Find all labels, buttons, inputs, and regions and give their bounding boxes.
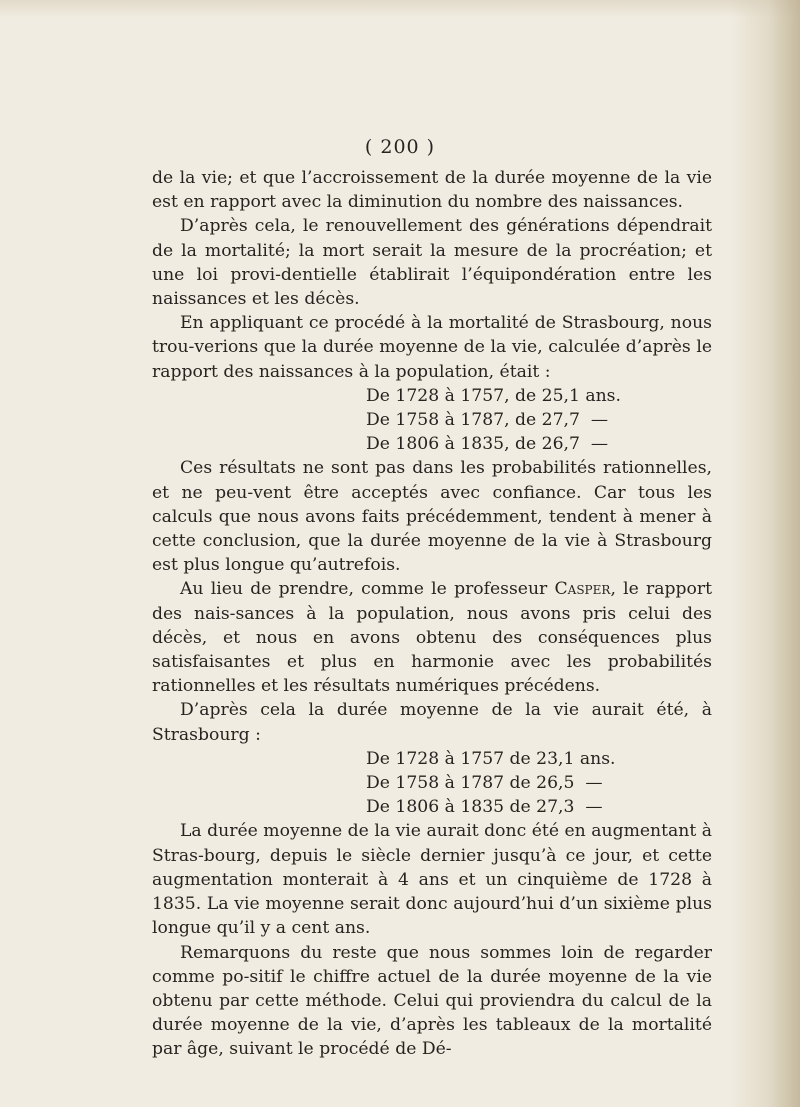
table-row: De 1758 à 1787, de 27,7 — bbox=[366, 410, 609, 431]
table-row: De 1758 à 1787 de 26,5 — bbox=[366, 773, 603, 794]
paragraph-8: Remarquons du reste que nous sommes loin de regarder comme po-sitif le chiffre actuel de la durée moyenne de la vie obtenu par cette méthode. Celui qui proviendra du calcul de la durée moyenne de la vie, d’après les tableaux de la mortalité par âge, suivant le procédé de Dé- bbox=[152, 942, 712, 1060]
paragraph-5-end: , le rapport des nais-sances à la population, nous avons pris celui des décès, et nous en avons obtenu des conséquences plus satisfaisantes et plus en harmonie avec les probabilités rationnelles et les résultats numériques précédens. bbox=[152, 579, 712, 697]
paragraph-5-start: Au lieu de prendre, comme le professeur bbox=[180, 579, 555, 600]
paragraph-7: La durée moyenne de la vie aurait donc été en augmentant à Stras-bourg, depuis le siècle dernier jusqu’à ce jour, et cette augmentation monterait à 4 ans et un cinquième de 1728 à 1835. La vie moyenne serait donc aujourd’hui d’un sixième plus longue qu’il y a cent ans. bbox=[152, 821, 712, 939]
paragraph-5 bbox=[152, 577, 712, 698]
paragraph-4: Ces résultats ne sont pas dans les probabilités rationnelles, et ne peu-vent être acceptés avec confiance. Car tous les calculs que nous avons faits précédemment, tendent à mener à cette conclusion, que la durée moyenne de la vie à Strasbourg est plus longue qu’autrefois. bbox=[152, 458, 712, 576]
table-row: De 1728 à 1757 de 23,1 ans. bbox=[366, 748, 616, 769]
paragraph-6: D’après cela la durée moyenne de la vie aurait été, à Strasbourg : bbox=[152, 700, 712, 745]
table-row: De 1806 à 1835, de 26,7 — bbox=[366, 434, 609, 455]
page-right-shadow bbox=[730, 0, 800, 1107]
duration-table-deaths bbox=[152, 747, 712, 820]
paragraph-3: En appliquant ce procédé à la mortalité de Strasbourg, nous trou-verions que la durée moyenne de la vie, calculée d’après le rapport des naissances à la population, était : bbox=[152, 313, 712, 382]
author-name: Casper bbox=[554, 579, 611, 600]
page-number: ( 200 ) bbox=[364, 136, 436, 158]
page-top-shadow bbox=[0, 0, 800, 18]
table-row: De 1806 à 1835 de 27,3 — bbox=[366, 797, 603, 818]
table-row: De 1728 à 1757, de 25,1 ans. bbox=[366, 385, 621, 406]
paragraph-2: D’après cela, le renouvellement des générations dépendrait de la mortalité; la mort serait la mesure de la procréation; et une loi provi-dentielle établirait l’équipondération entre les naissances et les décès. bbox=[152, 216, 712, 310]
duration-table-births bbox=[152, 384, 712, 457]
paragraph-1: de la vie; et que l’accroissement de la durée moyenne de la vie est en rapport avec la diminution du nombre des naissances. bbox=[152, 168, 712, 213]
main-text bbox=[152, 166, 712, 1062]
